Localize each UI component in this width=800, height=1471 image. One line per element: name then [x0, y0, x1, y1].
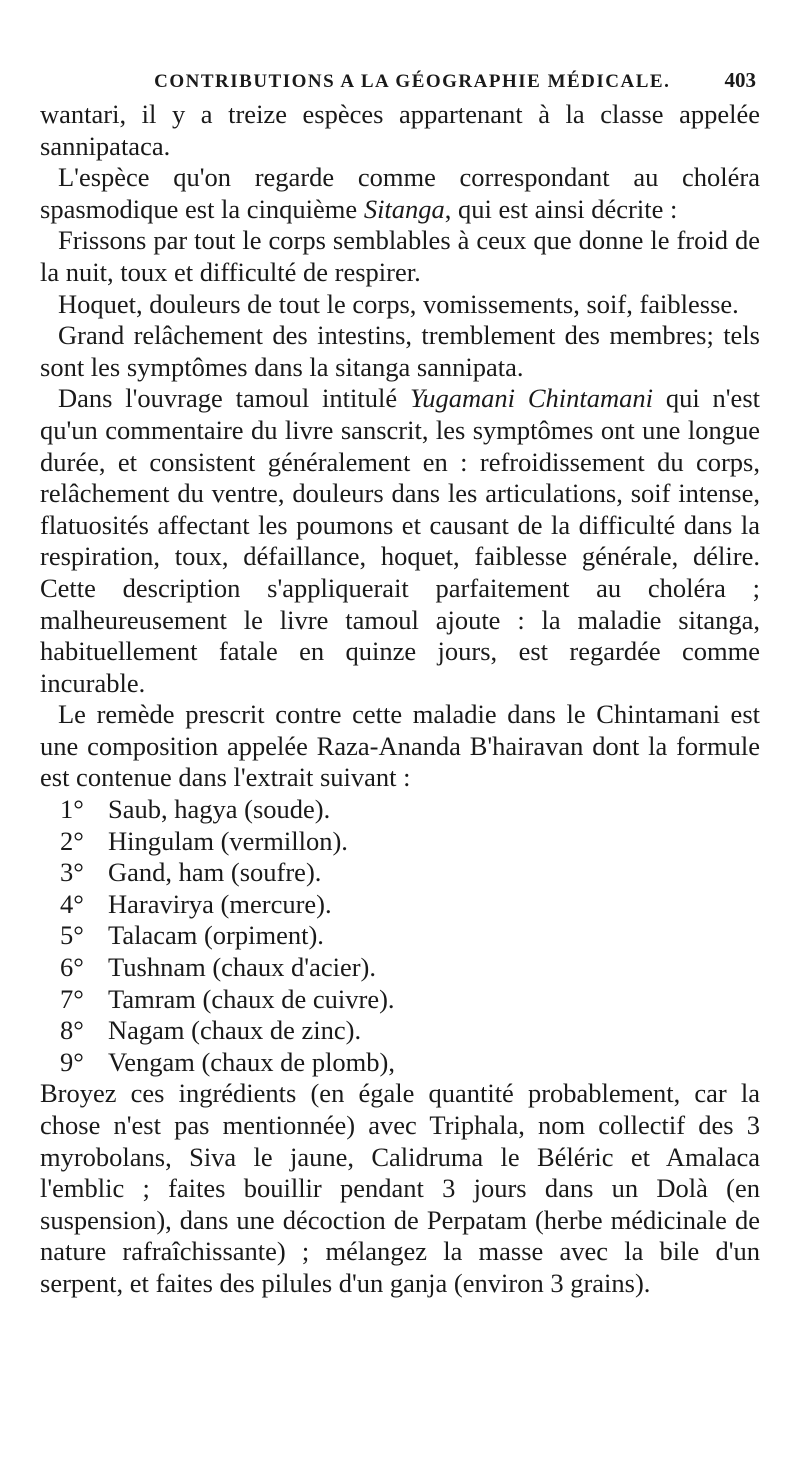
- running-head: CONTRIBUTIONS A LA GÉOGRAPHIE MÉDICALE.: [154, 71, 671, 92]
- paragraph: Grand relâchement des intestins, tremblement des membres; tels sont les symptômes dans la sitanga sannipata.: [40, 320, 760, 382]
- ingredient-item: [40, 889, 760, 921]
- item-text: Gand, ham (soufre).: [108, 857, 322, 888]
- text-run: qui n'est qu'un commentaire du livre sanscrit, les symptômes ont une longue durée, et consistent généralement en : refroidissement du corps, relâchement du ventre, douleurs dans les articulations, soif intense, flatuosités affectant les poumons et causant de la difficulté dans la respiration, toux, défaillance, hoquet, faiblesse générale, délire. Cette description s'appliquerait parfaitement au choléra ; malheureusement le livre tamoul ajoute : la maladie sitanga, habituellement fatale en quinze jours, est regardée comme incurable.: [40, 383, 760, 698]
- ingredient-item: [40, 920, 760, 952]
- paragraph: [40, 383, 760, 699]
- text-run: Dans l'ouvrage tamoul intitulé: [58, 383, 410, 414]
- item-text: Talacam (orpiment).: [108, 920, 324, 951]
- paragraph: Le remède prescrit contre cette maladie dans le Chintamani est une composition appelée Raza-Ananda B'hairavan dont la formule est contenue dans l'extrait suivant :: [40, 699, 760, 793]
- text-run: , qui est ainsi décrite :: [444, 193, 678, 224]
- ingredient-item: [40, 984, 760, 1016]
- item-number: 3°: [60, 857, 84, 888]
- paragraph: wantari, il y a treize espèces appartenant à la classe appelée sannipataca.: [40, 99, 760, 161]
- item-text: Nagam (chaux de zinc).: [108, 1015, 362, 1046]
- ingredient-item: [40, 794, 760, 826]
- item-number: 1°: [60, 794, 84, 825]
- text-run: L'espèce qu'on regarde comme correspondant au choléra spasmodique est la cinquième: [40, 162, 760, 224]
- item-number: 4°: [60, 888, 84, 919]
- item-number: 8°: [60, 1015, 84, 1046]
- item-text: Saub, hagya (soude).: [108, 794, 331, 825]
- paragraph: Hoquet, douleurs de tout le corps, vomissements, soif, faiblesse.: [58, 288, 739, 319]
- page-header: [40, 68, 760, 93]
- item-number: 6°: [60, 952, 84, 983]
- item-number: 2°: [60, 825, 84, 856]
- page-number: 403: [724, 68, 756, 92]
- ingredient-list: [40, 794, 760, 1078]
- item-number: 5°: [60, 920, 84, 951]
- item-text: Tamram (chaux de cuivre).: [108, 983, 395, 1014]
- item-text: Vengam (chaux de plomb),: [108, 1046, 395, 1077]
- item-number: 9°: [60, 1046, 84, 1077]
- ingredient-item: [40, 857, 760, 889]
- item-text: Haravirya (mercure).: [108, 888, 332, 919]
- ingredient-item: [40, 1015, 760, 1047]
- item-text: Hingulam (vermillon).: [108, 825, 348, 856]
- italic-term: Sitanga: [363, 193, 445, 224]
- paragraph: [40, 162, 760, 225]
- ingredient-item: [40, 952, 760, 984]
- ingredient-item: [40, 826, 760, 858]
- item-number: 7°: [60, 983, 84, 1014]
- ingredient-item: [40, 1047, 760, 1079]
- page-body: [40, 99, 760, 1300]
- item-text: Tushnam (chaux d'acier).: [108, 952, 376, 983]
- closing-paragraph: Broyez ces ingrédients (en égale quantité probablement, car la chose n'est pas mentionnée) avec Triphala, nom collectif des 3 myrobolans, Siva le jaune, Calidruma le Béléric et Amalaca l'emblic ; faites bouillir pendant 3 jours dans un Dolà (en suspension), dans une décoction de Perpatam (herbe médicinale de nature rafraîchissante) ; mélangez la masse avec la bile d'un serpent, et faites des pilules d'un ganja (environ 3 grains).: [40, 1078, 760, 1298]
- italic-title: Yugamani Chintamani: [409, 383, 653, 414]
- paragraph: Frissons par tout le corps semblables à ceux que donne le froid de la nuit, toux et difficulté de respirer.: [40, 225, 760, 287]
